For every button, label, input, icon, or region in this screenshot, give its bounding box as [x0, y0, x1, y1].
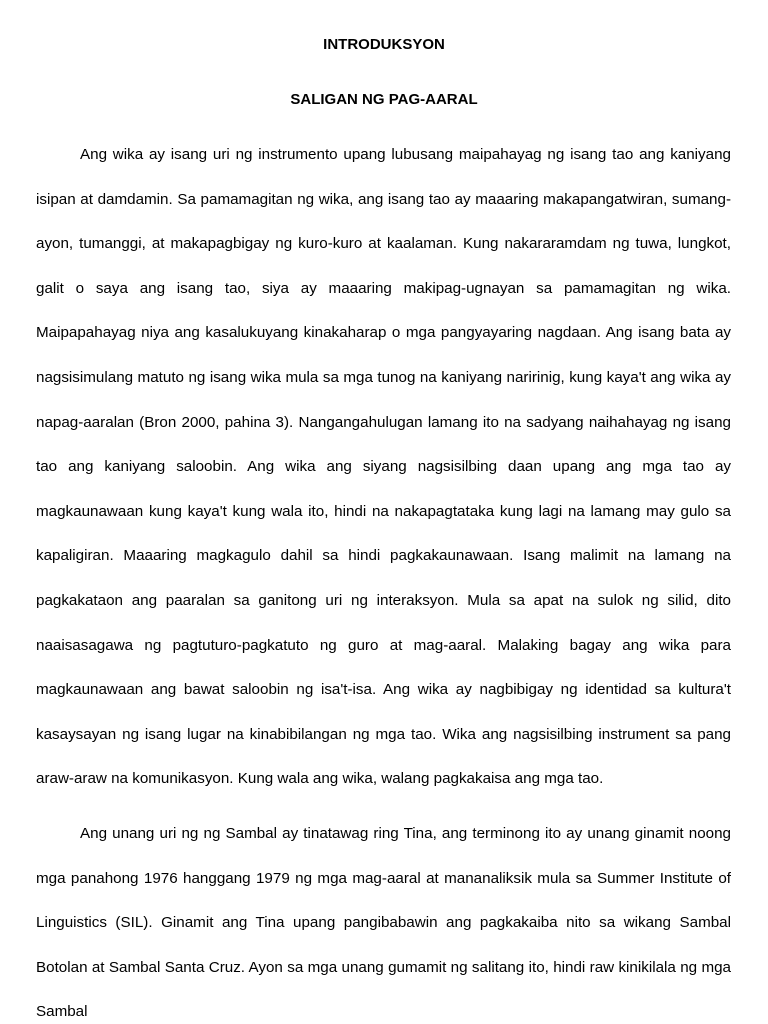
body-paragraph: Ang wika ay isang uri ng instrumento upang lubusang maipahayag ng isang tao ang kaniyang isipan at damdamin. Sa pamamagitan ng wika, ang isang tao ay maaaring makapangatwiran, sumang-ayon, tumanggi, at makapagbigay ng kuro-kuro at kaalaman. Kung nakararamdam ng tuwa, lungkot, galit o saya ang isang tao, siya ay maaaring makipag-ugnayan sa pamamagitan ng wika. Maipapahayag niya ang kasalukuyang kinakaharap o mga pangyayaring nagdaan. Ang isang bata ay nagsisimulang matuto ng isang wika mula sa mga tunog na kaniyang naririnig, kung kaya't ang wika ay napag-aaralan (Bron 2000, pahina 3). Nangangahulugan lamang ito na sadyang naihahayag ng isang tao ang kaniyang saloobin. Ang wika ang siyang nagsisilbing daan upang ang mga tao ay magkaunawaan kung kaya't kung wala ito, hindi na nakapagtataka kung lagi na lamang may gulo sa kapaligiran. Maaaring magkagulo dahil sa hindi pagkakaunawaan. Isang malimit na lamang na pagkakataon ang paaralan sa ganitong uri ng interaksyon. Mula sa apat na sulok ng silid, dito naaisasagawa ng pagtuturo-pagkatuto ng guro at mag-aaral. Malaking bagay ang wika para magkaunawaan ang bawat saloobin ng isa't-isa. Ang wika ay nagbibigay ng identidad sa kultura't kasaysayan ng isang lugar na kinabibilangan ng mga tao. Wika ang nagsisilbing instrument sa pang araw-araw na komunikasyon. Kung wala ang wika, walang pagkakaisa ang mga tao.: [36, 146, 731, 788]
document-subtitle: SALIGAN NG PAG-AARAL: [290, 91, 478, 108]
body-paragraph: Ang unang uri ng ng Sambal ay tinatawag ring Tina, ang terminong ito ay unang ginamit noong mga panahong 1976 hanggang 1979 ng mga mag-aaral at mananaliksik mula sa Summer Institute of Linguistics (SIL). Ginamit ang Tina upang pangibabawin ang pagkakaiba nito sa wikang Sambal Botolan at Sambal Santa Cruz. Ayon sa mga unang gumamit ng salitang ito, hindi raw kinikilala ng mga Sambal: [36, 825, 731, 1021]
document-title: INTRODUKSYON: [323, 36, 445, 53]
